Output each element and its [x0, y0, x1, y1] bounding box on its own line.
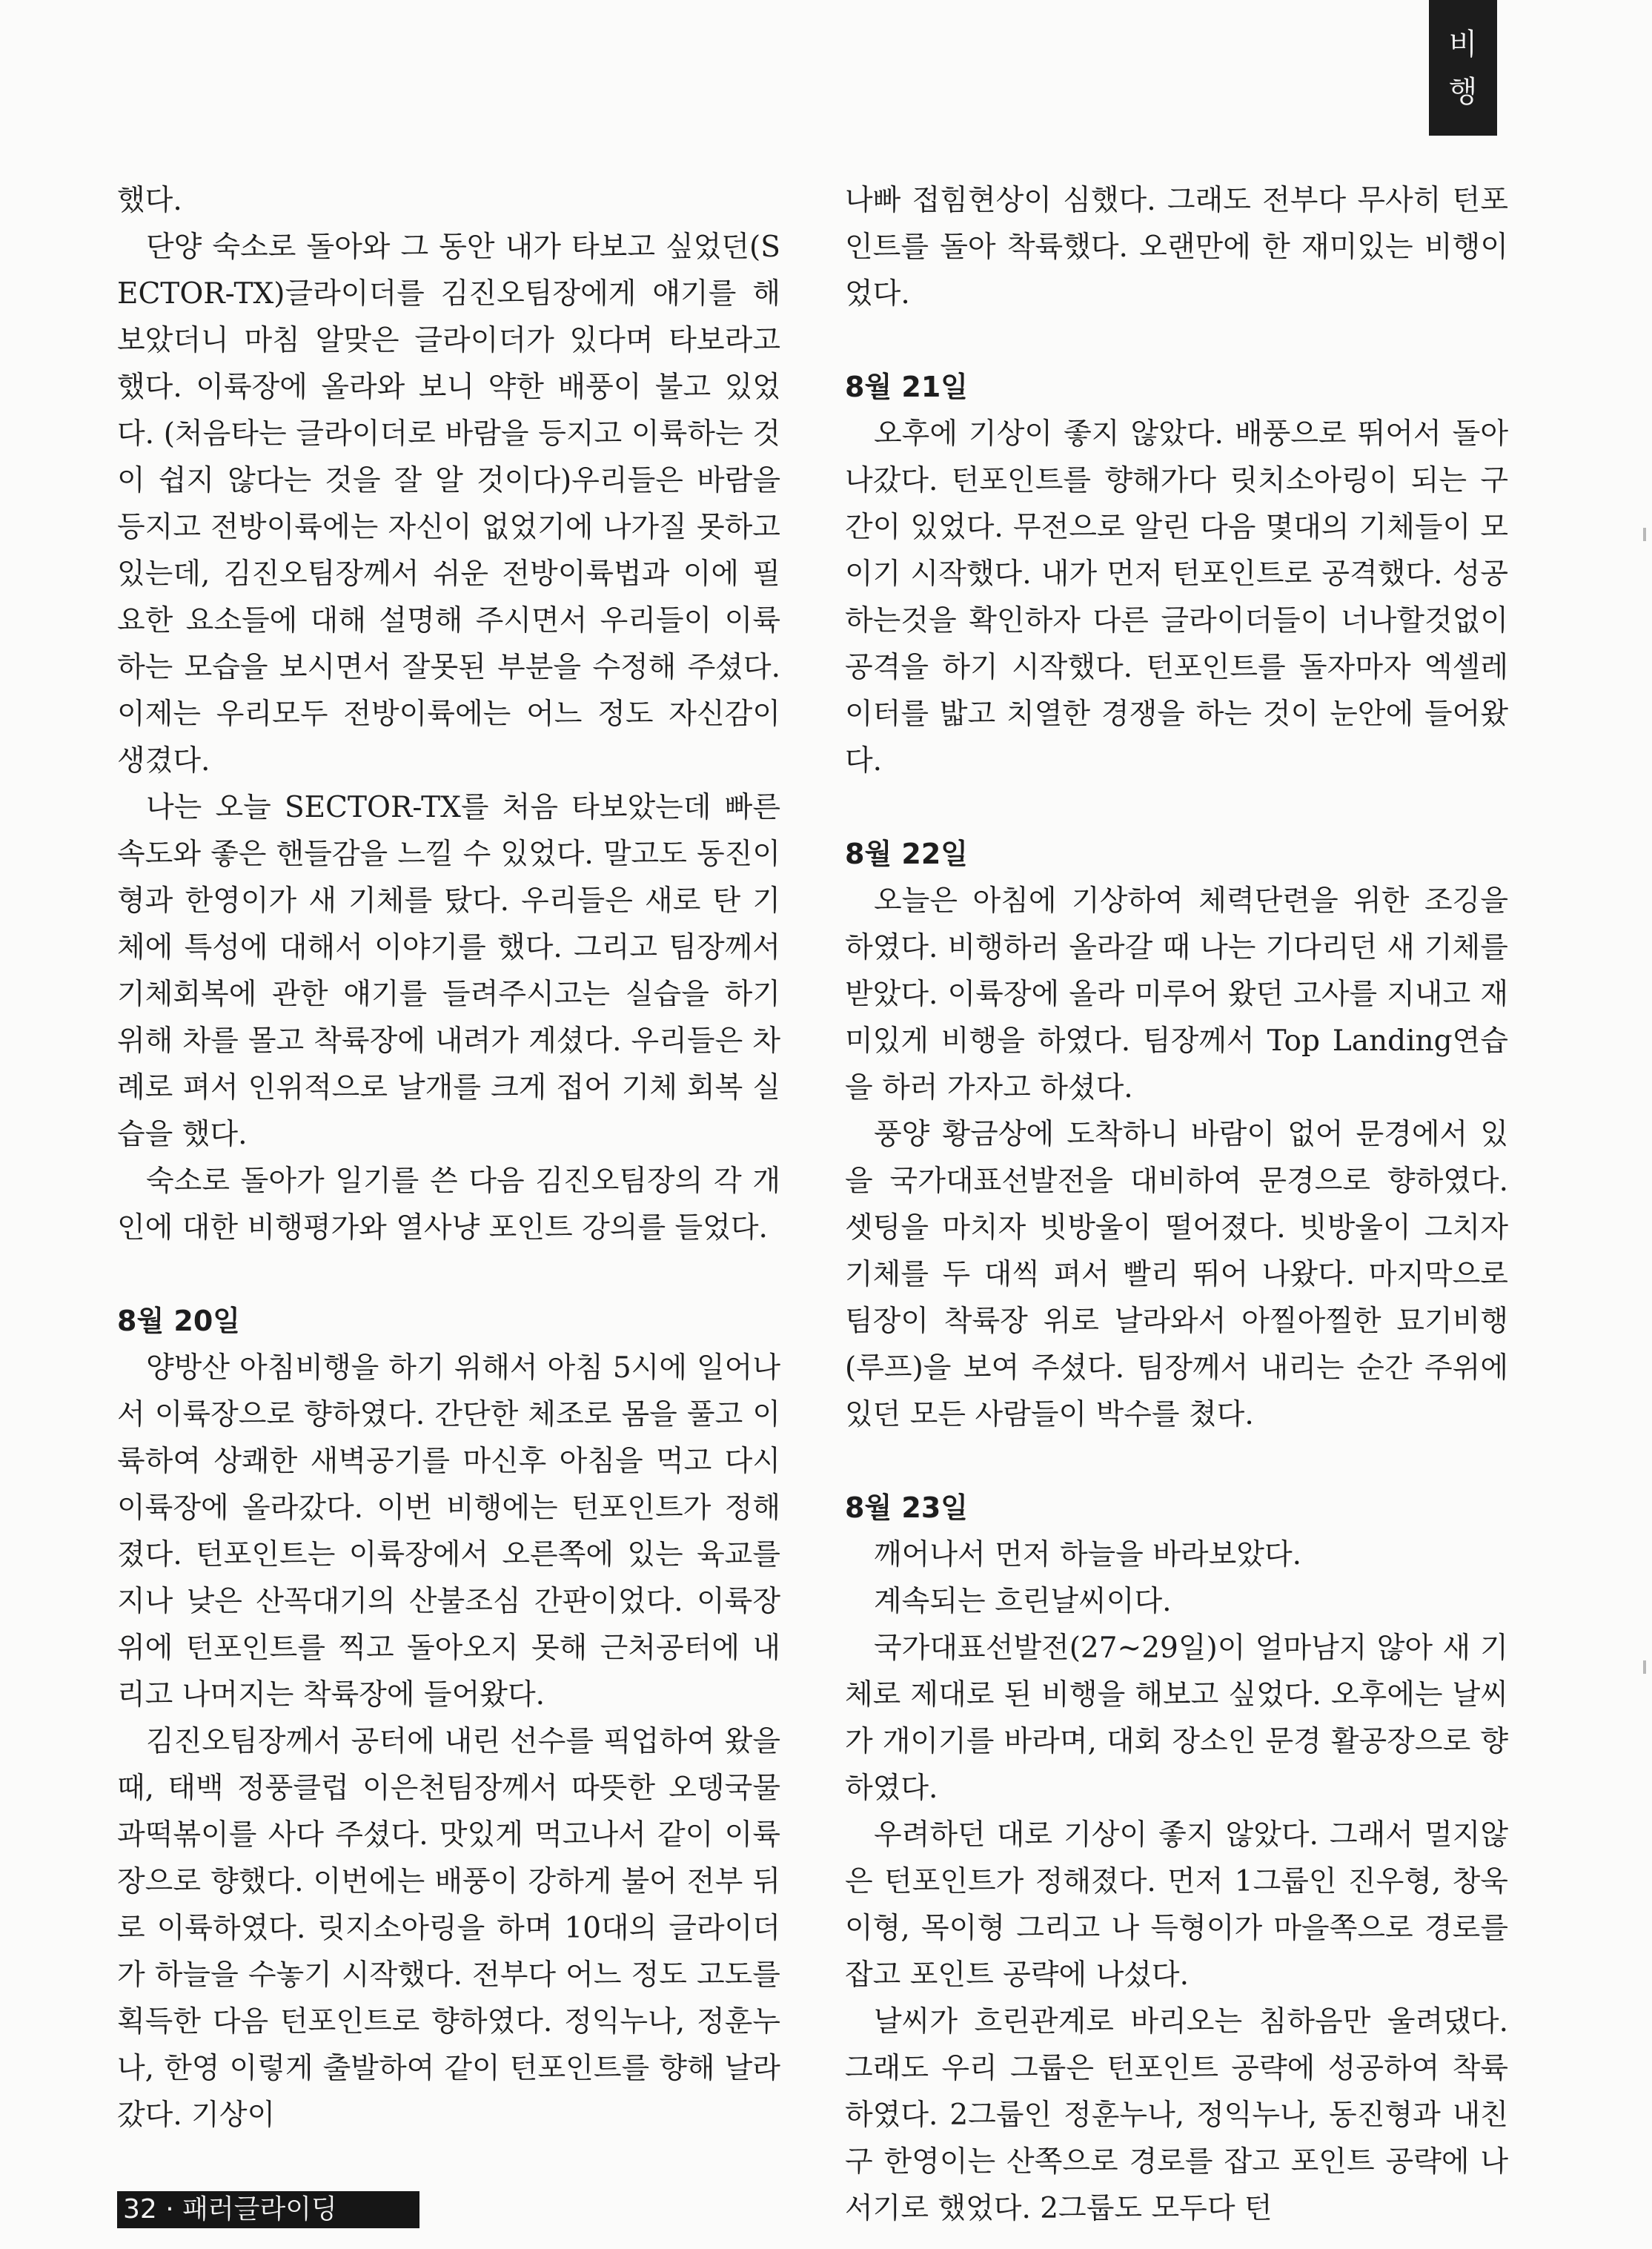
date-heading: 8월 23일 — [845, 1491, 968, 1524]
body-paragraph: 단양 숙소로 돌아와 그 동안 내가 타보고 싶었던(SECTOR-TX)글라이더를 김진오팀장에게 얘기를 해보았더니 마침 알맞은 글라이더가 있다며 타보라고 했다. 이륙장에 올라와 보니 약한 배풍이 불고 있었다. (처음타는 글라이더로 바람을 등지고 이륙하는 것이 쉽지 않다는 것을 잘 알 것이다)우리들은 바람을 등지고 전방이륙에는 자신이 없었기에 나가질 못하고 있는데, 김진오팀장께서 쉬운 전방이륙법과 이에 필요한 요소들에 대해 설명해 주시면서 우리들이 이륙하는 모습을 보시면서 잘못된 부분을 수정해 주셨다. 이제는 우리모두 전방이륙에는 어느 정도 자신감이 생겼다. — [117, 231, 780, 778]
body-paragraph: 우려하던 대로 기상이 좋지 않았다. 그래서 멀지않은 턴포인트가 정해졌다. 먼저 1그룹인 진우형, 창욱이형, 목이형 그리고 나 득형이가 마을쪽으로 경로를 잡고 포인트 공략에 나섰다. — [845, 1818, 1508, 1992]
section-tab-char-2: 행 — [1448, 74, 1478, 109]
date-heading: 8월 20일 — [117, 1305, 240, 1337]
body-paragraph: 오늘은 아침에 기상하여 체력단련을 위한 조깅을 하였다. 비행하러 올라갈 때 나는 기다리던 새 기체를 받았다. 이륙장에 올라 미루어 왔던 고사를 지내고 재미있게 비행을 하였다. 팀장께서 Top Landing연습을 하러 가자고 하셨다. — [845, 884, 1508, 1104]
page-footer: 32 · 패러글라이딩 — [117, 2191, 419, 2228]
body-paragraph: 나빠 접힘현상이 심했다. 그래도 전부다 무사히 턴포인트를 돌아 착륙했다. 오랜만에 한 재미있는 비행이었다. — [845, 184, 1508, 311]
section-tab — [1429, 0, 1497, 136]
paragraph-gap — [117, 1251, 780, 1298]
section-tab-char-1: 비 — [1448, 27, 1478, 62]
paragraph-gap — [845, 317, 1508, 364]
body-paragraph: 날씨가 흐린관계로 바리오는 침하음만 울려댔다. 그래도 우리 그룹은 턴포인트 공략에 성공하여 착륙하였다. 2그룹인 정훈누나, 정익누나, 동진형과 내친구 한영이는 산쪽으로 경로를 잡고 포인트 공략에 나서기로 했었다. 2그룹도 모두다 턴 — [845, 2005, 1508, 2225]
body-paragraph: 오후에 기상이 좋지 않았다. 배풍으로 뛰어서 돌아나갔다. 턴포인트를 향해가다 릿치소아링이 되는 구간이 있었다. 무전으로 알린 다음 몇대의 기체들이 모이기 시작했다. 내가 먼저 턴포인트로 공격했다. 성공하는것을 확인하자 다른 글라이더들이 너나할것없이 공격을 하기 시작했다. 턴포인트를 돌자마자 엑셀레이터를 밟고 치열한 경쟁을 하는 것이 눈안에 들어왔다. — [845, 417, 1508, 778]
body-paragraph: 했다. — [117, 184, 182, 217]
body-paragraph: 깨어나서 먼저 하늘을 바라보았다. — [874, 1538, 1302, 1571]
body-paragraph: 김진오팀장께서 공터에 내린 선수를 픽업하여 왔을 때, 태백 정풍클럽 이은천팀장께서 따뜻한 오뎅국물과떡볶이를 사다 주셨다. 맛있게 먹고나서 같이 이륙장으로 향했다. 이번에는 배풍이 강하게 불어 전부 뒤로 이륙하였다. 릿지소아링을 하며 10대의 글라이더가 하늘을 수놓기 시작했다. 전부다 어느 정도 고도를 획득한 다음 턴포인트로 향하였다. 정익누나, 정훈누나, 한영 이렇게 출발하여 같이 턴포인트를 향해 날라갔다. 기상이 — [117, 1725, 780, 2132]
paragraph-gap — [845, 784, 1508, 831]
body-paragraph: 풍양 황금상에 도착하니 바람이 없어 문경에서 있을 국가대표선발전을 대비하여 문경으로 향하였다. 셋팅을 마치자 빗방울이 떨어졌다. 빗방울이 그치자 기체를 두 대씩 펴서 빨리 뛰어 나왔다. 마지막으로 팀장이 착륙장 위로 날라와서 아찔아찔한 묘기비행(루프)을 보여 주셨다. 팀장께서 내리는 순간 주위에 있던 모든 사람들이 박수를 쳤다. — [845, 1118, 1508, 1431]
body-paragraph: 숙소로 돌아가 일기를 쓴 다음 김진오팀장의 각 개인에 대한 비행평가와 열사냥 포인트 강의를 들었다. — [117, 1165, 780, 1245]
date-heading: 8월 22일 — [845, 838, 968, 870]
scan-mark — [1643, 1660, 1646, 1674]
scan-mark — [1643, 528, 1646, 541]
body-paragraph: 국가대표선발전(27~29일)이 얼마남지 않아 새 기체로 제대로 된 비행을 해보고 싶었다. 오후에는 날씨가 개이기를 바라며, 대회 장소인 문경 활공장으로 향하였다. — [845, 1632, 1508, 1805]
left-column — [117, 177, 780, 2139]
date-heading: 8월 21일 — [845, 371, 968, 403]
right-column — [845, 177, 1508, 2232]
body-paragraph: 계속되는 흐린날씨이다. — [874, 1585, 1172, 1618]
body-paragraph: 나는 오늘 SECTOR-TX를 처음 타보았는데 빠른속도와 좋은 핸들감을 느낄 수 있었다. 말고도 동진이형과 한영이가 새 기체를 탔다. 우리들은 새로 탄 기체에 특성에 대해서 이야기를 했다. 그리고 팀장께서 기체회복에 관한 얘기를 들려주시고는 실습을 하기 위해 차를 몰고 착륙장에 내려가 계셨다. 우리들은 차례로 펴서 인위적으로 날개를 크게 접어 기체 회복 실습을 했다. — [117, 791, 780, 1151]
paragraph-gap — [845, 1438, 1508, 1485]
body-paragraph: 양방산 아침비행을 하기 위해서 아침 5시에 일어나서 이륙장으로 향하였다. 간단한 체조로 몸을 풀고 이륙하여 상쾌한 새벽공기를 마신후 아침을 먹고 다시 이륙장에 올라갔다. 이번 비행에는 턴포인트가 정해졌다. 턴포인트는 이륙장에서 오른쪽에 있는 육교를 지나 낮은 산꼭대기의 산불조심 간판이었다. 이륙장 위에 턴포인트를 찍고 돌아오지 못해 근처공터에 내리고 나머지는 착륙장에 들어왔다. — [117, 1351, 780, 1712]
